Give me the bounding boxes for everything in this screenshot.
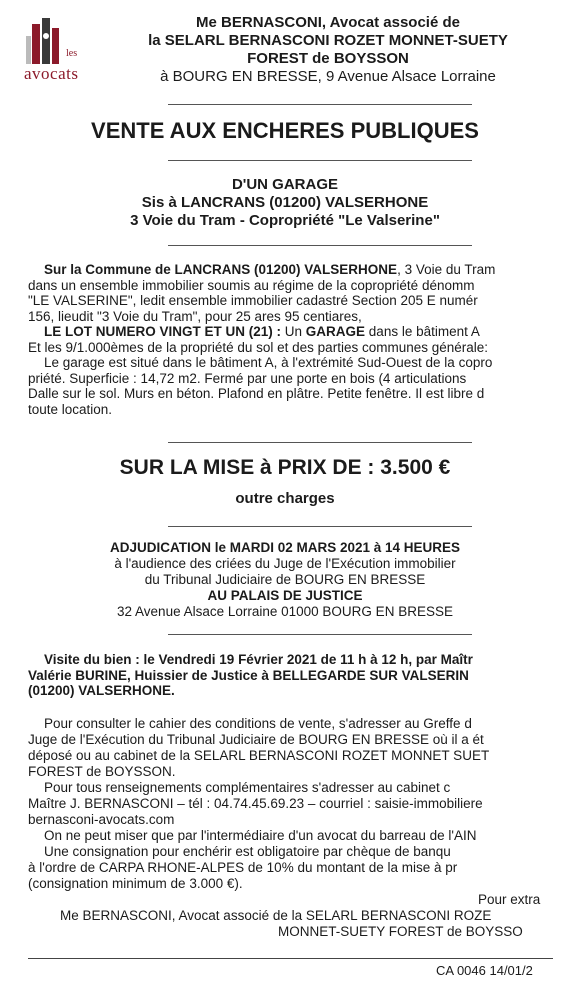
description-line: dans un ensemble immobilier soumis au régime de la copropriété dénomm	[28, 277, 475, 293]
description-line: Et les 9/1.000èmes de la propriété du sol et des parties communes générale:	[28, 339, 489, 355]
price-charges: outre charges	[235, 490, 335, 507]
adjudication-line: à l'audience des criées du Juge de l'Exécution immobilier	[114, 556, 456, 571]
object-line-1: D'UN GARAGE	[231, 176, 339, 193]
description-line: priété. Superficie : 14,72 m2. Fermé par une porte en bois (4 articulations	[28, 370, 467, 386]
starting-price: SUR LA MISE à PRIX DE : 3.500 €	[119, 456, 451, 479]
description-block	[28, 262, 570, 417]
info-line: Juge de l'Exécution du Tribunal Judiciaire de BOURG EN BRESSE où il a ét	[28, 732, 484, 747]
description-line: toute location.	[28, 401, 113, 417]
header-line-4: à BOURG EN BRESSE, 9 Avenue Alsace Lorraine	[160, 68, 496, 85]
adjudication-place: AU PALAIS DE JUSTICE	[207, 588, 363, 603]
info-line: déposé ou au cabinet de la SELARL BERNASCONI ROZET MONNET SUET	[28, 748, 490, 763]
divider	[168, 160, 472, 161]
divider	[168, 245, 472, 246]
logo-les: les	[66, 48, 78, 59]
divider	[168, 634, 472, 635]
logo-emblem-icon	[22, 18, 68, 66]
info-line: Pour consulter le cahier des conditions de vente, s'adresser au Greffe d	[44, 716, 472, 731]
info-line: (consignation minimum de 3.000 €).	[28, 876, 243, 891]
signature-line: Me BERNASCONI, Avocat associé de la SELARL BERNASCONI ROZE	[60, 908, 492, 923]
info-line: Une consignation pour enchérir est obligatoire par chèque de banqu	[44, 844, 451, 859]
footer-divider	[28, 958, 553, 959]
adjudication-line: du Tribunal Judiciaire de BOURG EN BRESSE	[144, 572, 426, 587]
adjudication-block	[0, 540, 570, 620]
page-title: VENTE AUX ENCHERES PUBLIQUES	[91, 118, 479, 143]
divider	[168, 104, 472, 105]
header-line-2: la SELARL BERNASCONI ROZET MONNET-SUETY	[148, 32, 508, 49]
info-block	[28, 716, 570, 940]
description-line: 156, lieudit "3 Voie du Tram", pour 25 ares 95 centiares,	[28, 308, 362, 324]
info-line: FOREST de BOYSSON.	[28, 764, 176, 779]
signature-line: MONNET-SUETY FOREST de BOYSSO	[278, 924, 523, 939]
info-line: à l'ordre de CARPA RHONE-ALPES de 10% du montant de la mise à pr	[28, 860, 458, 875]
description-line: "LE VALSERINE", ledit ensemble immobilier cadastré Section 205 E numér	[28, 293, 478, 308]
visit-line: Valérie BURINE, Huissier de Justice à BELLEGARDE SUR VALSERIN	[28, 667, 469, 683]
adjudication-address: 32 Avenue Alsace Lorraine 01000 BOURG EN BRESSE	[117, 604, 453, 619]
lot-number: LE LOT NUMERO VINGT ET UN (21) :	[44, 324, 282, 339]
divider	[168, 442, 472, 443]
logo-text: avocats	[24, 64, 79, 83]
object-line-2: Sis à LANCRANS (01200) VALSERHONE	[141, 194, 429, 211]
description-text: Un	[281, 324, 306, 339]
visit-line: (01200) VALSERHONE.	[28, 683, 175, 698]
description-text: , 3 Voie du Tram	[397, 262, 496, 277]
header-line-3: FOREST de BOYSSON	[247, 50, 409, 67]
info-line: bernasconi-avocats.com	[28, 812, 175, 827]
object-line-3: 3 Voie du Tram - Copropriété "Le Valserine"	[130, 212, 440, 229]
avocats-logo	[22, 18, 102, 88]
visit-line: Visite du bien : le Vendredi 19 Février 2021 de 11 h à 12 h, par Maîtr	[44, 652, 473, 667]
description-bold-1: Sur la Commune de LANCRANS (01200) VALSERHONE	[44, 262, 398, 277]
info-line: Pour extra	[478, 892, 541, 907]
header-block	[108, 14, 548, 86]
adjudication-date: ADJUDICATION le MARDI 02 MARS 2021 à 14 HEURES	[109, 540, 461, 555]
info-line: On ne peut miser que par l'intermédiaire d'un avocat du barreau de l'AIN	[44, 828, 477, 843]
object-block	[0, 176, 570, 230]
description-line: Le garage est situé dans le bâtiment A, à l'extrémité Sud-Ouest de la copro	[44, 355, 493, 370]
description-line: Dalle sur le sol. Murs en béton. Plafond en plâtre. Petite fenêtre. Il est libre d	[28, 386, 485, 401]
info-line: Pour tous renseignements complémentaires s'adresser au cabinet c	[44, 780, 451, 795]
divider	[168, 526, 472, 527]
garage-label: GARAGE	[305, 324, 366, 339]
footer-reference: CA 0046 14/01/2	[436, 963, 533, 978]
description-text: dans le bâtiment A	[365, 324, 480, 339]
header-line-1: Me BERNASCONI, Avocat associé de	[196, 14, 460, 31]
visit-block	[28, 652, 570, 699]
info-contact: Maître J. BERNASCONI – tél : 04.74.45.69.23 – courriel : saisie-immobiliere	[28, 796, 483, 811]
